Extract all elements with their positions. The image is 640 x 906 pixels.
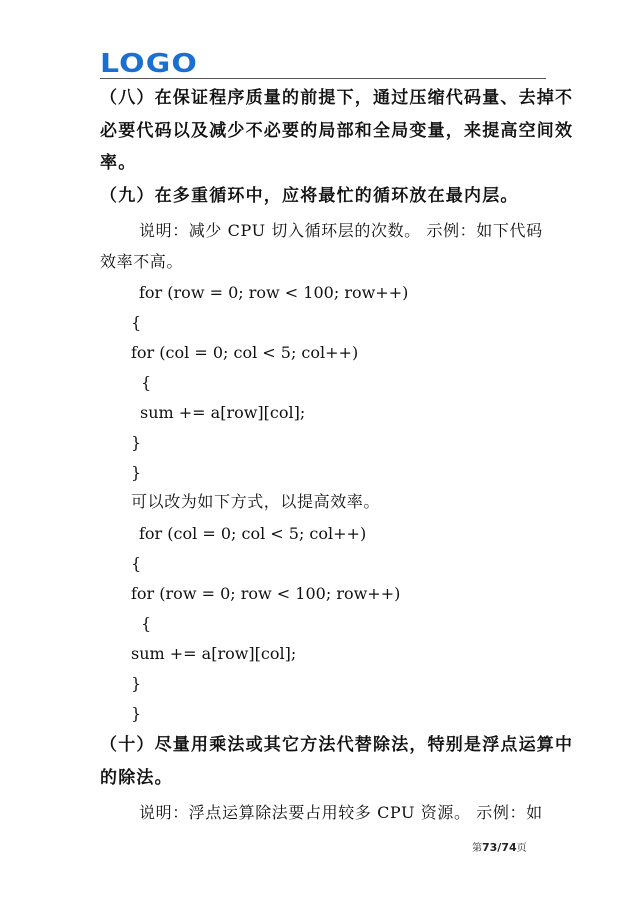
code-line: sum += a[row][col]; xyxy=(131,644,297,663)
header-divider xyxy=(100,78,546,79)
note-9-line-2: 效率不高。 xyxy=(100,252,184,271)
heading-8-line-2: 必要代码以及减少不必要的局部和全局变量，来提高空间效 xyxy=(100,121,574,141)
code-line: } xyxy=(131,433,142,452)
page-suffix: 页 xyxy=(516,843,527,854)
code-line: sum += a[row][col]; xyxy=(140,403,306,422)
heading-8-line-3: 率。 xyxy=(100,153,137,173)
logo: LOGO xyxy=(100,49,198,79)
page-number xyxy=(472,842,527,854)
heading-9: （九）在多重循环中，应将最忙的循环放在最内层。 xyxy=(100,186,519,206)
code-line: for (col = 0; col < 5; col++) xyxy=(131,343,359,362)
page-prefix: 第 xyxy=(472,843,482,854)
heading-10-line-1: （十）尽量用乘法或其它方法代替除法，特别是浮点运算中 xyxy=(100,735,574,755)
code-line: for (col = 0; col < 5; col++) xyxy=(139,524,367,543)
code-line: } xyxy=(131,704,142,723)
code-line: { xyxy=(131,554,142,573)
code-line: } xyxy=(131,674,142,693)
heading-8-line-1: （八）在保证程序质量的前提下，通过压缩代码量、去掉不 xyxy=(100,88,574,108)
page-count: 73/74 xyxy=(482,841,517,854)
rewrite-note: 可以改为如下方式，以提高效率。 xyxy=(131,492,381,511)
code-line: for (row = 0; row < 100; row++) xyxy=(131,584,401,603)
code-line: { xyxy=(131,313,142,332)
code-line: for (row = 0; row < 100; row++) xyxy=(139,283,409,302)
note-10-line-1: 说明：浮点运算除法要占用较多 CPU 资源。 示例：如 xyxy=(139,803,543,822)
note-9-line-1: 说明：减少 CPU 切入循环层的次数。 示例：如下代码 xyxy=(139,221,543,240)
code-line: { xyxy=(141,373,152,392)
heading-10-line-2: 的除法。 xyxy=(100,768,173,788)
code-line: { xyxy=(141,614,152,633)
code-line: } xyxy=(131,463,142,482)
